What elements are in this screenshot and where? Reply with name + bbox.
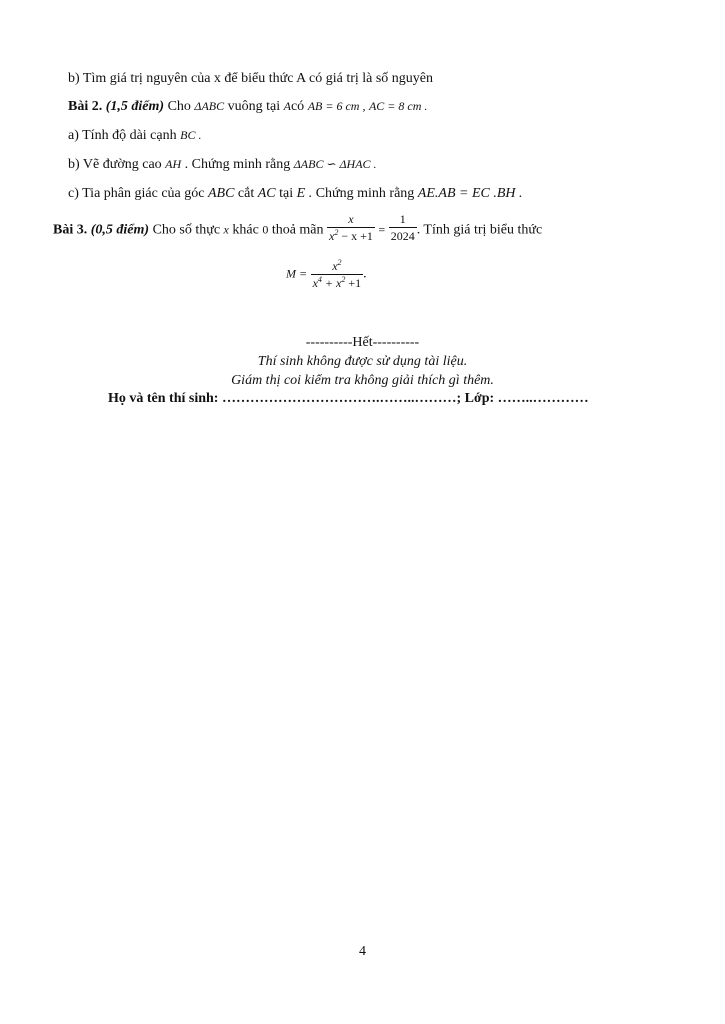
bai3-text3: thoả mãn <box>271 222 324 238</box>
question-1b-text: b) Tìm giá trị nguyên của x để biểu thức A có giá trị là số nguyên <box>68 71 434 86</box>
bai3-frac1-denominator <box>327 228 375 244</box>
note-no-materials <box>0 354 725 370</box>
bai3-frac1-numerator: x <box>327 211 375 228</box>
bai2-heading <box>68 99 427 115</box>
bai3-frac1-den-rest: − x +1 <box>338 229 373 243</box>
page-number <box>0 944 725 960</box>
bai2-c-text4: Chứng minh rằng <box>315 186 415 201</box>
note-no-explanation <box>0 373 725 389</box>
bai3-title: Bài 3. <box>53 222 88 238</box>
bai3-frac1-den-exp: 2 <box>334 228 339 237</box>
question-1b <box>68 71 433 87</box>
bai2-b-text2: . Chứng minh rằng <box>184 157 291 172</box>
bai3-text1: Cho số thực <box>152 222 221 238</box>
note-no-materials-text: Thí sinh không được sử dụng tài liệu. <box>257 354 468 369</box>
bai2-c-math4: AE.AB = EC .BH . <box>417 186 523 201</box>
note-no-explanation-text: Giám thị coi kiểm tra không giải thích gì thêm. <box>231 373 494 388</box>
bai3-m-den-end: +1 <box>345 276 362 290</box>
bai3-text2: khác <box>232 222 259 238</box>
bai2-triangle: ΔABC <box>194 99 225 113</box>
bai3-m-num-exp: 2 <box>337 258 342 267</box>
bai3-fraction-2 <box>389 211 417 244</box>
bai2-a-text: a) Tính độ dài cạnh <box>68 128 177 143</box>
bai3-equals: = <box>378 222 386 237</box>
bai3-m-den-mid: + x <box>321 276 342 290</box>
bai3-var-x: x <box>223 222 229 237</box>
bai3-m-denominator <box>311 275 364 291</box>
bai3-m-fraction <box>311 258 364 291</box>
bai2-ac: AC = 8 cm . <box>368 99 428 113</box>
bai2-text-vuong: vuông tại <box>227 99 281 114</box>
bai3-zero: 0 <box>262 222 269 237</box>
bai2-c-text3: tại <box>279 186 294 201</box>
bai2-b-text1: b) Vẽ đường cao <box>68 157 162 172</box>
bai2-part-b <box>68 157 377 173</box>
bai3-m-numerator <box>311 258 364 275</box>
bai3-frac2-numerator: 1 <box>389 211 417 228</box>
bai3-m-num-base: x <box>332 259 338 273</box>
bai3-statement <box>53 214 542 247</box>
bai2-b-math2: ΔABC ∽ ΔHAC . <box>293 157 377 171</box>
end-marker <box>0 335 725 351</box>
bai3-m-den-exp1: 4 <box>317 275 322 284</box>
bai3-m-den-exp2: 2 <box>341 275 346 284</box>
bai3-frac2-denominator: 2024 <box>390 229 415 243</box>
bai2-vertex: A <box>283 99 291 113</box>
bai2-c-math1: ABC <box>207 186 235 201</box>
bai3-fraction-1 <box>327 211 375 244</box>
bai3-m-label: M = <box>286 266 308 281</box>
bai2-part-c <box>68 186 523 202</box>
bai2-points: (1,5 điểm) <box>105 99 165 114</box>
bai2-title: Bài 2. <box>68 99 103 114</box>
bai2-a-math: BC . <box>180 128 202 142</box>
candidate-info-line <box>108 391 589 407</box>
bai2-c-math2: AC <box>257 186 276 201</box>
candidate-info-text: Họ và tên thí sinh: …………………………….……..………; Lớp: ……..………… <box>108 391 589 406</box>
bai2-c-text1: c) Tia phân giác của góc <box>68 186 205 201</box>
bai2-c-math3: E . <box>296 186 313 201</box>
bai2-text-co: có <box>290 99 305 114</box>
bai3-expression-m <box>286 258 367 291</box>
bai2-part-a <box>68 128 201 144</box>
bai3-m-den-base: x <box>312 276 318 290</box>
bai3-points: (0,5 điểm) <box>90 222 150 238</box>
bai2-text-cho: Cho <box>167 99 191 114</box>
bai3-frac1-den-base: x <box>329 229 335 243</box>
bai2-b-math1: AH <box>165 157 182 171</box>
bai3-m-end: . <box>363 266 367 282</box>
page-number-text: 4 <box>359 944 366 959</box>
bai3-text4: . Tính giá trị biểu thức <box>416 222 543 238</box>
bai2-ab: AB = 6 cm , <box>307 99 366 113</box>
end-marker-text: ----------Hết---------- <box>305 335 420 350</box>
bai2-c-text2: cắt <box>237 186 255 201</box>
